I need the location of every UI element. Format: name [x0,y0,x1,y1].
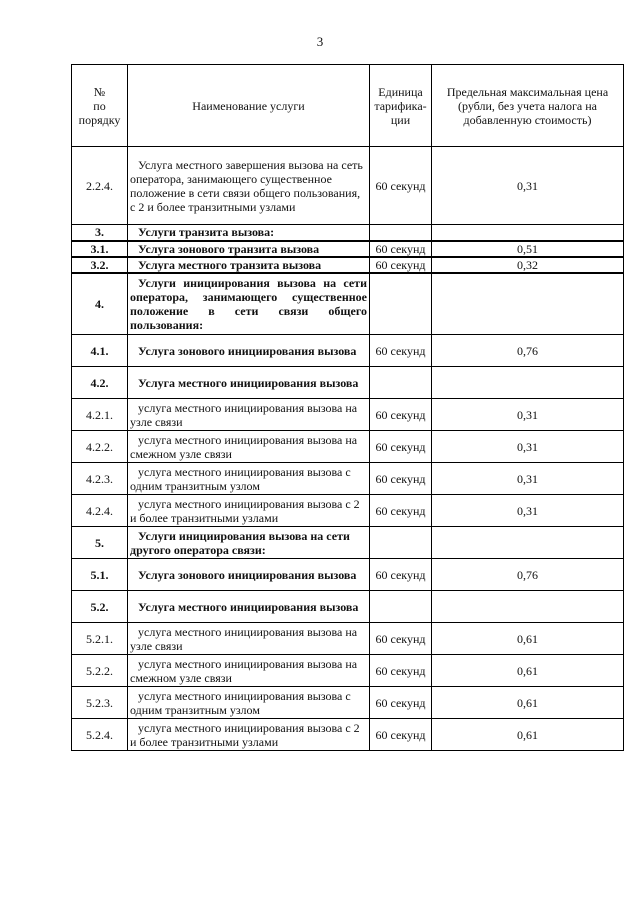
table-row [72,367,624,399]
row-number: 5.2.1. [72,623,128,655]
row-price [432,273,624,335]
row-service-name: Услуга местного инициирования вызова [128,367,370,399]
row-price: 0,61 [432,655,624,687]
row-price: 0,31 [432,495,624,527]
row-service-name: Услуга местного транзита вызова [128,257,370,273]
row-service-name: Услуги инициирования вызова на сети другого оператора связи: [128,527,370,559]
table-row [72,687,624,719]
row-service-name: Услуга зонового инициирования вызова [128,335,370,367]
tariff-table [71,64,624,751]
table-row [72,147,624,225]
row-number: 4.2.1. [72,399,128,431]
table-row [72,241,624,257]
row-service-name: Услуга зонового транзита вызова [128,241,370,257]
row-number: 5.1. [72,559,128,591]
row-price [432,527,624,559]
row-number: 4.2.4. [72,495,128,527]
table-row [72,719,624,751]
row-price: 0,31 [432,399,624,431]
row-service-name: Услуги инициирования вызова на сети оператора, занимающего существенное положение в сети связи общего пользования: [128,273,370,335]
table-row [72,335,624,367]
row-unit [370,225,432,241]
row-unit: 60 секунд [370,623,432,655]
row-number: 4.1. [72,335,128,367]
row-unit: 60 секунд [370,335,432,367]
row-service-name: Услуга местного завершения вызова на сеть оператора, занимающего существенное положение в сети связи общего пользования, с 2 и более транзитными узлами [128,147,370,225]
row-price: 0,61 [432,687,624,719]
row-price: 0,51 [432,241,624,257]
row-unit: 60 секунд [370,687,432,719]
row-unit [370,527,432,559]
row-number: 5. [72,527,128,559]
row-service-name: услуга местного инициирования вызова на узле связи [128,399,370,431]
row-number: 4.2. [72,367,128,399]
row-number: 3.1. [72,241,128,257]
row-price: 0,76 [432,335,624,367]
row-service-name: Услуги транзита вызова: [128,225,370,241]
row-service-name: услуга местного инициирования вызова с 2 и более транзитными узлами [128,719,370,751]
table-row [72,273,624,335]
table-row [72,495,624,527]
row-price [432,367,624,399]
header-unit: Единица тарифика- ции [370,65,432,147]
row-number: 2.2.4. [72,147,128,225]
row-service-name: услуга местного инициирования вызова на смежном узле связи [128,655,370,687]
row-service-name: услуга местного инициирования вызова с одним транзитным узлом [128,463,370,495]
row-price: 0,32 [432,257,624,273]
header-number: № по порядку [72,65,128,147]
row-number: 4.2.3. [72,463,128,495]
row-price: 0,61 [432,719,624,751]
row-price: 0,31 [432,147,624,225]
row-number: 3. [72,225,128,241]
row-unit: 60 секунд [370,399,432,431]
table-row [72,431,624,463]
table-row [72,399,624,431]
row-unit: 60 секунд [370,257,432,273]
page-number: 3 [316,34,324,49]
row-service-name: Услуга зонового инициирования вызова [128,559,370,591]
row-service-name: услуга местного инициирования вызова на узле связи [128,623,370,655]
row-price [432,591,624,623]
row-price [432,225,624,241]
row-number: 5.2.2. [72,655,128,687]
row-number: 5.2.4. [72,719,128,751]
row-unit: 60 секунд [370,495,432,527]
table-row [72,225,624,241]
row-service-name: Услуга местного инициирования вызова [128,591,370,623]
table-row [72,591,624,623]
row-number: 4. [72,273,128,335]
row-unit [370,367,432,399]
row-number: 3.2. [72,257,128,273]
row-unit [370,591,432,623]
table-row [72,257,624,273]
row-number: 5.2.3. [72,687,128,719]
row-unit: 60 секунд [370,559,432,591]
row-unit: 60 секунд [370,655,432,687]
row-unit [370,273,432,335]
table-row [72,623,624,655]
row-price: 0,61 [432,623,624,655]
row-unit: 60 секунд [370,147,432,225]
row-price: 0,76 [432,559,624,591]
table-row [72,655,624,687]
row-price: 0,31 [432,431,624,463]
table-row [72,527,624,559]
row-service-name: услуга местного инициирования вызова с одним транзитным узлом [128,687,370,719]
row-unit: 60 секунд [370,431,432,463]
row-number: 4.2.2. [72,431,128,463]
row-unit: 60 секунд [370,241,432,257]
table-row [72,559,624,591]
row-number: 5.2. [72,591,128,623]
row-unit: 60 секунд [370,463,432,495]
row-service-name: услуга местного инициирования вызова с 2 и более транзитными узлами [128,495,370,527]
row-unit: 60 секунд [370,719,432,751]
header-service-name: Наименование услуги [128,65,370,147]
row-service-name: услуга местного инициирования вызова на смежном узле связи [128,431,370,463]
table-row [72,463,624,495]
header-max-price: Предельная максимальная цена (рубли, без учета налога на добавленную стоимость) [432,65,624,147]
row-price: 0,31 [432,463,624,495]
table-header-row [72,65,624,147]
